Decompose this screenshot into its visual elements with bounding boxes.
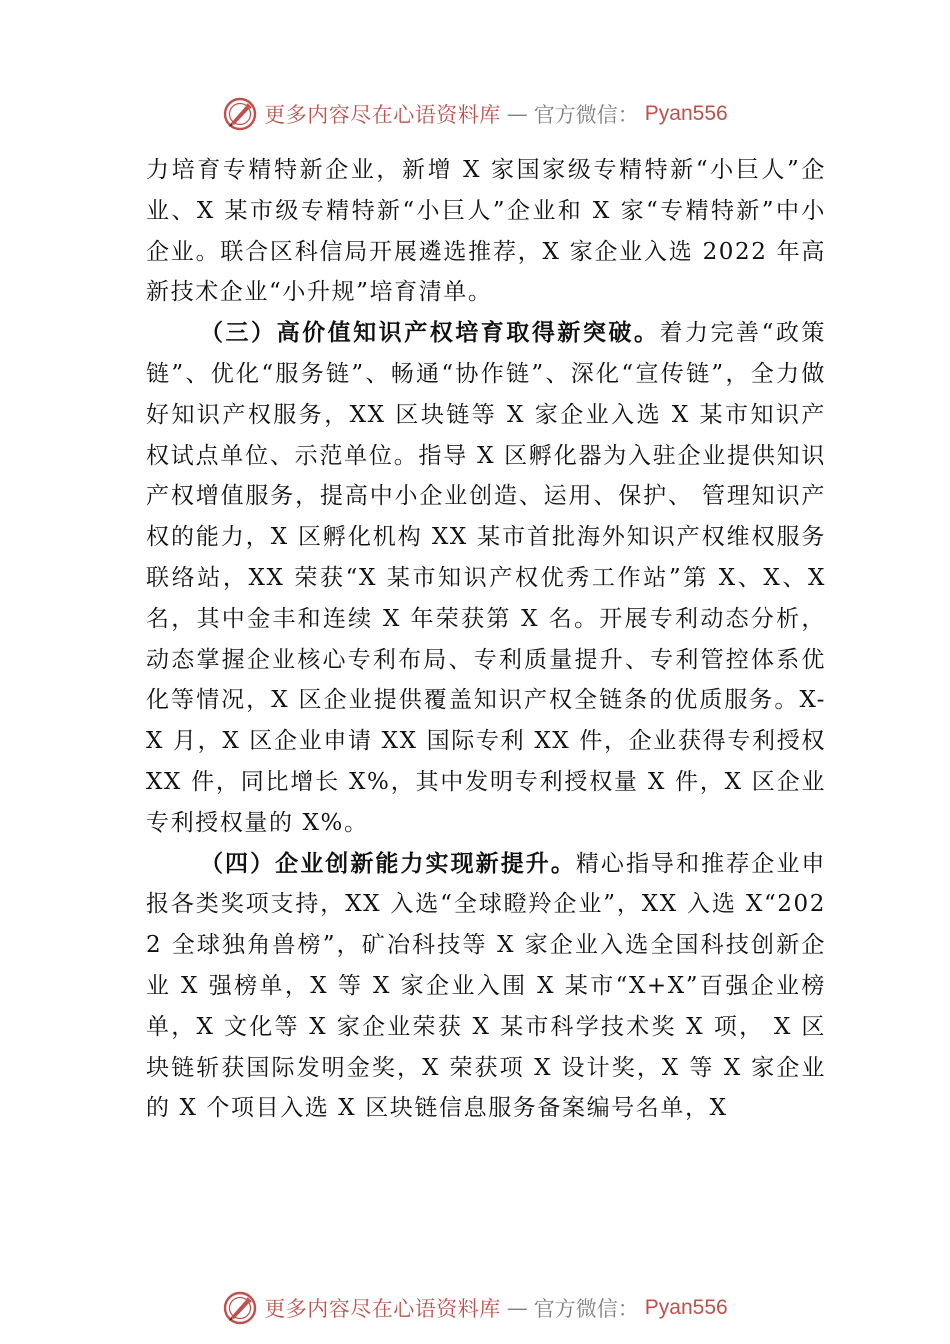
paragraph-3-text: 精心指导和推荐企业申报各类奖项支持，XX 入选“全球瞪羚企业”，XX 入选 X“2022 全球独角兽榜”，矿冶科技等 X 家企业入选全国科技创新企业 X 强榜单，X 等 X 家企业入围 X 某市“X+X”百强企业榜单，X 文化等 X 家企业荣获 X 某市科学技术奖 X 项， X 区块链斩获国际发明金奖，X 荣获项 X 设计奖，X 等 X 家企业的 X 个项目入选 X 区块链信息服务备案编号名单，X [146, 850, 826, 1122]
paragraph-2 [146, 313, 826, 843]
paragraph-2-heading: （三）高价值知识产权培育取得新突破。 [200, 319, 660, 347]
document-body [146, 150, 826, 1129]
paragraph-2-text: 着力完善“政策链”、优化“服务链”、畅通“协作链”、深化“宣传链”，全力做好知识产权服务，XX 区块链等 X 家企业入选 X 某市知识产权试点单位、示范单位。指导 X 区孵化器为入驻企业提供知识产权增值服务，提高中小企业创造、运用、保护、 管理知识产权的能力，X 区孵化机构 XX 某市首批海外知识产权维权服务联络站，XX 荣获“X 某市知识产权优秀工作站”第 X、X、X 名，其中金丰和连续 X 年荣获第 X 名。开展专利动态分析，动态掌握企业核心专利布局、专利质量提升、专利管控体系优化等情况，X 区企业提供覆盖知识产权全链条的优质服务。X-X 月，X 区企业申请 XX 国际专利 XX 件，企业获得专利授权 XX 件，同比增长 X%，其中发明专利授权量 X 件，X 区企业专利授权量的 X%。 [146, 320, 826, 836]
banner-wechat-id: Pyan556 [644, 1296, 728, 1319]
banner-wechat-id: Pyan556 [644, 102, 728, 125]
banner-title: 更多内容尽在心语资料库 [264, 103, 501, 127]
pen-circle-logo-icon [222, 96, 258, 132]
paragraph-1 [146, 150, 826, 313]
pen-circle-logo-icon [222, 1290, 258, 1326]
banner-title: 更多内容尽在心语资料库 [264, 1297, 501, 1321]
paragraph-3-heading: （四）企业创新能力实现新提升。 [200, 849, 576, 877]
banner-separator: — [506, 1296, 528, 1320]
paragraph-3 [146, 844, 826, 1130]
header-banner [0, 94, 950, 134]
banner-wechat-label: 官方微信： [533, 1297, 639, 1321]
banner-wechat-label: 官方微信： [533, 103, 639, 127]
banner-separator: — [506, 102, 528, 126]
paragraph-1-text: 力培育专精特新企业，新增 X 家国家级专精特新“小巨人”企业、X 某市级专精特新“小巨人”企业和 X 家“专精特新”中小企业。联合区科信局开展遴选推荐，X 家企业入选 2022 年高新技术企业“小升规”培育清单。 [146, 157, 826, 306]
footer-banner [0, 1288, 950, 1328]
